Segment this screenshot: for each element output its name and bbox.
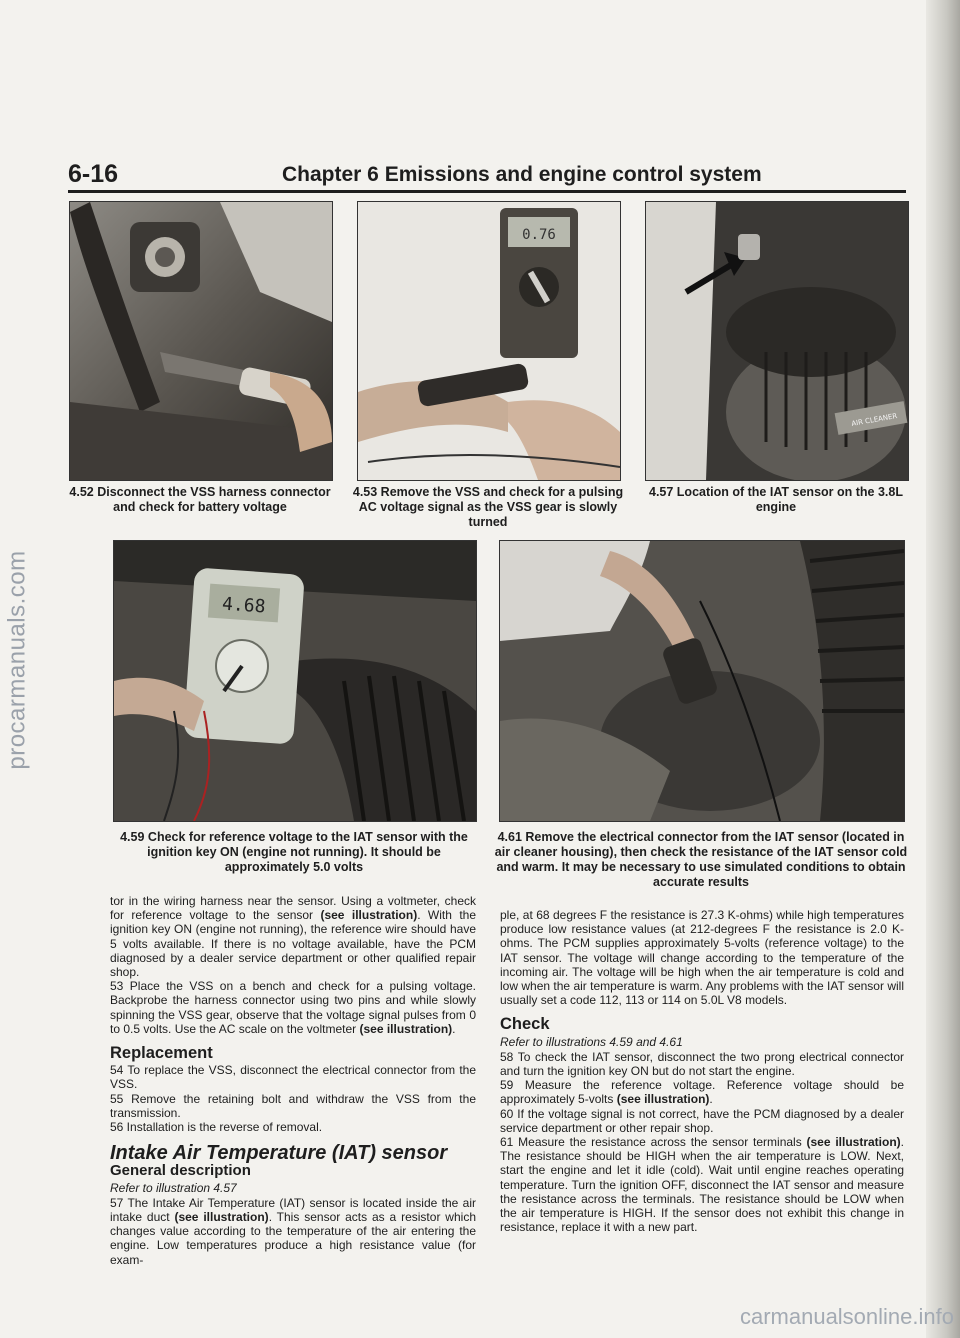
photo-4-53-illustration [358,202,620,480]
caption-4-52: 4.52 Disconnect the VSS harness connector and check for battery voltage [69,485,331,514]
text-span: . [452,1021,456,1036]
see-illustration-ref: (see illustration) [806,1135,901,1150]
text-span: 53 Place the VSS on a bench and check for a pulsing voltage. Backprobe the harness connector using two pins and while slowly spinning the VSS gear, observe that the voltage signal pulses from 0 to 0.5 volts. Use the AC scale on the voltmeter [110,979,476,1036]
general-description-heading: General description [110,1162,251,1180]
watermark-bottom: carmanualsonline.info [739,1304,954,1329]
meter-453-readout: 0.76 [522,227,556,243]
paragraph-55: 55 Remove the retaining bolt and withdraw the VSS from the transmission. [110,1091,476,1120]
caption-4-59: 4.59 Check for reference voltage to the IAT sensor with the ignition key ON (engine not running). It should be approximately 5.0 volts [120,830,468,874]
chapter-title: Chapter 6 Emissions and engine control system [282,163,762,186]
see-illustration-ref: (see illustration) [320,908,418,923]
paragraph-57 [110,1196,476,1267]
page-header [68,160,906,190]
paragraph-58: 58 To check the IAT sensor, disconnect the two prong electrical connector and turn the ignition key ON but do not start the engine. [500,1049,904,1079]
photo-4-59 [113,540,477,822]
caption-4-57: 4.57 Location of the IAT sensor on the 3.8L engine [649,485,903,514]
meter-459-readout: 4.68 [221,593,267,618]
caption-4-53: 4.53 Remove the VSS and check for a pulsing AC voltage signal as the VSS gear is slowly turned [352,485,624,529]
right-text-column [500,908,904,1234]
photo-4-61 [499,540,905,822]
text-span: . The resistance should be HIGH when the air temperature is LOW. Next, start the engine and let it idle (cold). Wait until engine reaches operating temperature. Turn the ignition OFF, disconnect the IAT sensor and measure the resistance across the terminals. The resistance should be LOW when the air temperature is HIGH. If the sensor does not exhibit this change in resistance, replace it with a new part. [500,1135,904,1235]
paragraph-57-continued: ple, at 68 degrees F the resistance is 27.3 K-ohms) while high temperatures produce low resistance values (at 212-degrees F the resistance is 2.0 K-ohms. The PCM supplies approximately 5-volts (reference voltage) to the IAT sensor. The voltage will change according to the temperature of the incoming air. The voltage will be high when the air temperature is cold and low when the air temperature is warm. Any problems with the IAT sensor will usually set a code 112, 113 or 114 on 5.0L V8 models. [500,908,904,1008]
paragraph-56: 56 Installation is the reverse of removal. [110,1120,323,1135]
watermark-left-text: procarmanuals.com [4,550,31,770]
check-heading: Check [500,1015,550,1034]
page-number: 6-16 [68,160,119,188]
paragraph-61 [500,1135,904,1234]
photo-4-57-illustration [646,202,908,480]
page-gutter-shadow [926,0,960,1338]
photo-4-53 [357,201,621,481]
text-span: . This sensor acts as a resistor which changes value according to the temperature of the air entering the engine. Low temperatures produce a high resistance value (for exam- [110,1210,476,1267]
paragraph-53 [110,979,476,1036]
text-span: tor in the wiring harness near the sensor. Using a voltmeter, check for reference voltage to the sensor [110,894,476,923]
air-cleaner-label: AIR CLEANER [850,411,898,428]
photo-4-61-illustration [500,541,904,821]
text-span: 57 The Intake Air Temperature (IAT) sensor is located inside the air intake duct [110,1195,476,1225]
paragraph-52-continued [110,894,476,979]
text-span: . With the ignition key ON (engine not running), the reference wire should have 5 volts available. If there is no voltage available, have the PCM diagnosed by a dealer service department or other qualified repair shop. [110,908,477,980]
see-illustration-ref: (see illustration) [359,1021,453,1036]
iat-section-heading: Intake Air Temperature (IAT) sensor [110,1142,448,1165]
general-reference-note: Refer to illustration 4.57 [110,1180,237,1195]
paragraph-54: 54 To replace the VSS, disconnect the electrical connector from the VSS. [110,1063,476,1092]
left-text-column [110,894,476,1267]
photo-4-59-illustration [114,541,476,821]
paragraph-60: 60 If the voltage signal is not correct, have the PCM diagnosed by a dealer service department or other repair shop. [500,1106,904,1135]
text-span: . [709,1092,713,1107]
see-illustration-ref: (see illustration) [616,1092,710,1107]
photo-4-52-illustration [70,202,332,480]
check-reference-note: Refer to illustrations 4.59 and 4.61 [500,1034,683,1049]
watermark-left [0,550,36,770]
text-span: 61 Measure the resistance across the sensor terminals [500,1135,807,1150]
paragraph-59 [500,1078,904,1106]
photo-4-52 [69,201,333,481]
replacement-heading: Replacement [110,1044,213,1063]
see-illustration-ref: (see illustration) [174,1210,269,1225]
text-span: 59 Measure the reference voltage. Reference voltage should be approximately 5-volts [500,1078,904,1107]
header-rule [68,190,906,193]
caption-4-61: 4.61 Remove the electrical connector from the IAT sensor (located in air cleaner housing), then check the resistance of the IAT sensor cold and warm. It may be necessary to use simulated conditions to obtain accurate results [494,830,908,889]
photo-4-57 [645,201,909,481]
